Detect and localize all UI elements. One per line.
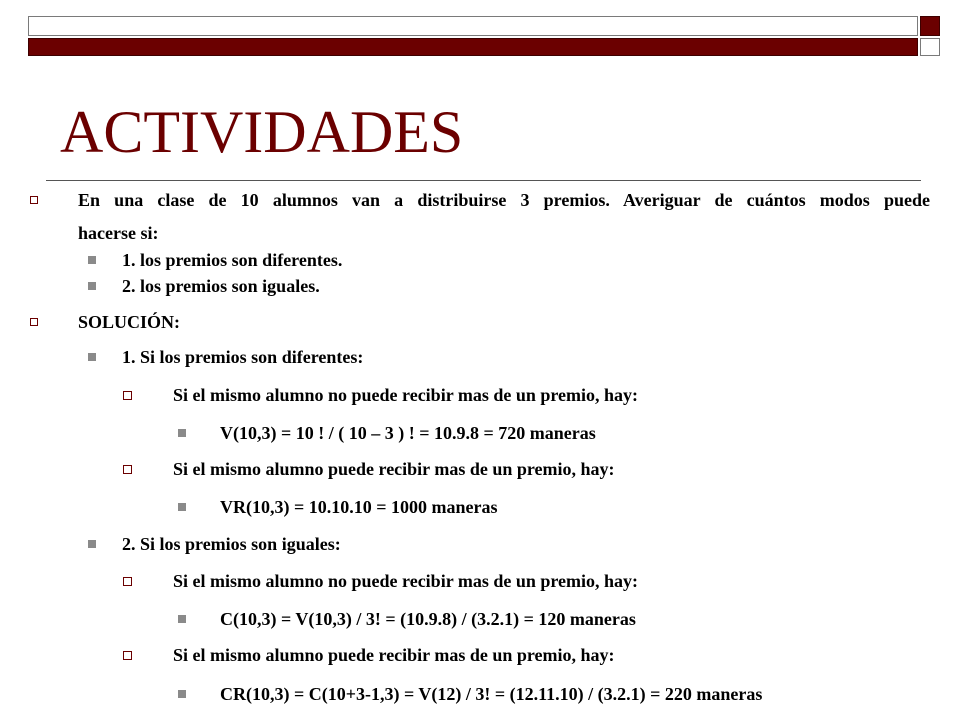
filled-square-bullet-icon xyxy=(178,503,186,511)
part2-formula-b: CR(10,3) = C(10+3-1,3) = V(12) / 3! = (12.11.10) / (3.2.1) = 220 maneras xyxy=(220,684,763,704)
problem-text-line2: hacerse si: xyxy=(78,223,159,243)
filled-square-bullet-icon xyxy=(178,615,186,623)
case-item: 1. los premios son diferentes. xyxy=(122,250,343,270)
part2-case-a: Si el mismo alumno no puede recibir mas de un premio, hay: xyxy=(173,571,639,591)
part2-heading: 2. Si los premios son iguales: xyxy=(122,534,341,554)
filled-square-bullet-icon xyxy=(178,429,186,437)
hollow-square-bullet-icon xyxy=(123,577,132,586)
hollow-square-bullet-icon xyxy=(30,318,38,326)
header-corner-accent xyxy=(920,16,940,36)
header-corner-box xyxy=(920,38,940,56)
part1-heading: 1. Si los premios son diferentes: xyxy=(122,347,364,367)
part2-case-b: Si el mismo alumno puede recibir mas de un premio, hay: xyxy=(173,645,615,665)
filled-square-bullet-icon xyxy=(88,353,96,361)
header-band-top xyxy=(28,16,918,36)
part1-case-b: Si el mismo alumno puede recibir mas de un premio, hay: xyxy=(173,459,615,479)
part2-formula-a: C(10,3) = V(10,3) / 3! = (10.9.8) / (3.2.1) = 120 maneras xyxy=(220,609,636,629)
hollow-square-bullet-icon xyxy=(123,391,132,400)
filled-square-bullet-icon xyxy=(178,690,186,698)
hollow-square-bullet-icon xyxy=(30,196,38,204)
solution-heading: SOLUCIÓN: xyxy=(78,312,181,332)
part1-case-a: Si el mismo alumno no puede recibir mas de un premio, hay: xyxy=(173,385,639,405)
part1-formula-b: VR(10,3) = 10.10.10 = 1000 maneras xyxy=(220,497,498,517)
filled-square-bullet-icon xyxy=(88,282,96,290)
filled-square-bullet-icon xyxy=(88,256,96,264)
header-band-bottom xyxy=(28,38,918,56)
slide-title: ACTIVIDADES xyxy=(60,99,464,165)
title-divider xyxy=(46,180,921,181)
hollow-square-bullet-icon xyxy=(123,465,132,474)
part1-formula-a: V(10,3) = 10 ! / ( 10 – 3 ) ! = 10.9.8 = 720 maneras xyxy=(220,423,596,443)
case-item: 2. los premios son iguales. xyxy=(122,276,320,296)
problem-text-line1: En una clase de 10 alumnos van a distribuirse 3 premios. Averiguar de cuántos modos puede xyxy=(78,190,930,210)
filled-square-bullet-icon xyxy=(88,540,96,548)
hollow-square-bullet-icon xyxy=(123,651,132,660)
